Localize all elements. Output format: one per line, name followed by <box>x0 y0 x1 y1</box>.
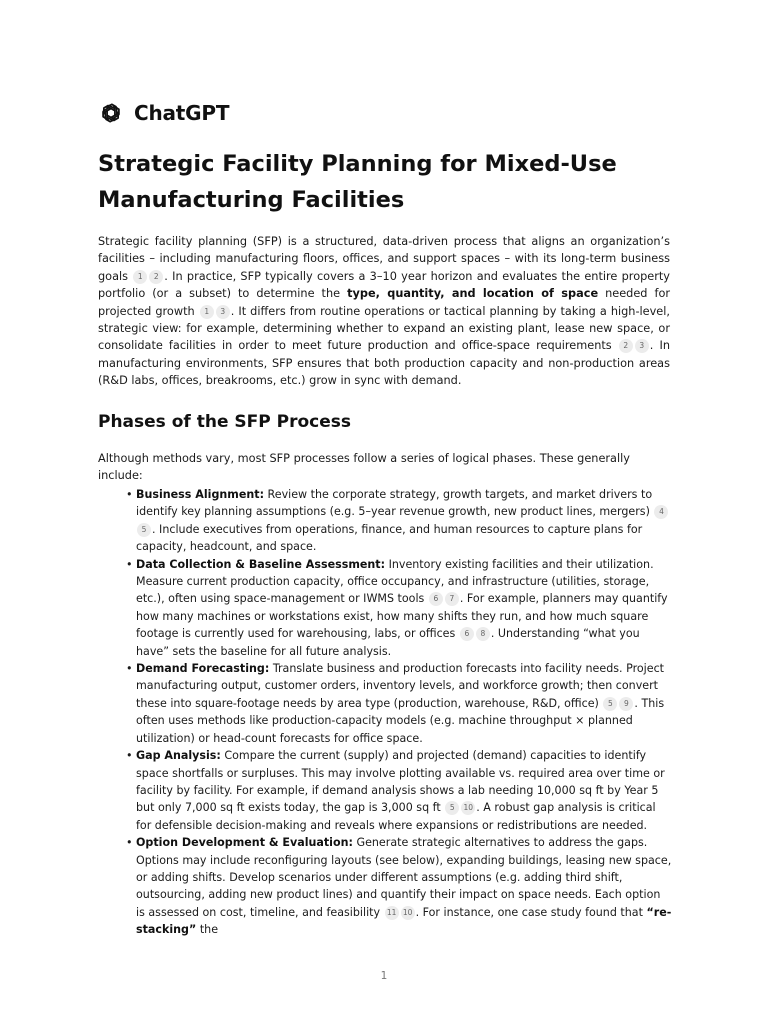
phase-text: . For instance, one case study found that <box>415 905 643 919</box>
citation-badge[interactable]: 2 <box>149 270 163 284</box>
list-item <box>126 747 672 834</box>
intro-text: . In practice, SFP typically covers a 3–10 year horizon and evaluates the entire property portfolio (or a subset) to determine the <box>98 269 670 301</box>
citation-badge[interactable]: 1 <box>200 305 214 319</box>
brand-header <box>98 100 229 126</box>
citation-badge[interactable]: 7 <box>445 592 459 606</box>
list-item <box>126 834 672 938</box>
citation-badge[interactable]: 6 <box>429 592 443 606</box>
intro-bold-text: type, quantity, and location of space <box>347 287 599 301</box>
intro-text: Strategic facility planning (SFP) is a structured, data-driven process that aligns an organization’s facilities – including manufacturing floors, offices, and support spaces – with its long-term business goals <box>98 235 670 283</box>
intro-text: . It differs from routine operations or tactical planning by taking a high-level, strategic view: for example, determining whether to expand an existing plant, lease new space, or consolidate facilities in order to meet future production and office-space requirements <box>98 304 670 353</box>
phase-text: Translate business and production forecasts into facility needs. Project manufacturing output, customer orders, inventory levels, and workforce growth; then convert these into square-footage needs by area type (production, warehouse, R&D, office) <box>136 662 665 710</box>
citation-badge[interactable]: 9 <box>619 697 633 711</box>
phase-text: . This often uses methods like production-capacity models (e.g. machine throughput × planned utilization) or head-count forecasts for office space. <box>136 696 665 745</box>
phase-text: Compare the current (supply) and projected (demand) capacities to identify space shortfalls or surpluses. This may involve plotting available vs. required area over time or facility by facility. For example, if demand analysis shows a lab needing 10,000 sq ft by Year 5 but only 7,000 sq ft exists today, the gap is 3,000 sq ft <box>136 749 665 815</box>
intro-text: needed for projected growth <box>98 287 670 318</box>
phase-label: Business Alignment: <box>136 488 265 501</box>
phase-label: Option Development & Evaluation: <box>136 836 353 850</box>
openai-logo-icon <box>98 100 124 126</box>
document-title: Strategic Facility Planning for Mixed-Use Manufacturing Facilities <box>98 151 617 213</box>
citation-badge[interactable]: 1 <box>133 270 147 284</box>
phase-text: Generate strategic alternatives to address the gaps. Options may include reconfiguring layouts (see below), expanding buildings, leasing new space, or adding shifts. Develop scenarios under different assumptions (e.g. adding third shift, outsourcing, adding new product lines) and quantify their impact on space needs. Each option is assessed on cost, timeline, and feasibility <box>136 836 672 919</box>
phase-text: . Include executives from operations, finance, and human resources to capture plans for capacity, headcount, and space. <box>136 522 643 554</box>
section-lead-paragraph: Although methods vary, most SFP processes follow a series of logical phases. These generally include: <box>98 452 630 483</box>
citation-badge[interactable]: 11 <box>385 906 399 920</box>
citation-badge[interactable]: 3 <box>635 339 649 353</box>
citation-badge[interactable]: 6 <box>460 627 474 641</box>
phase-text: Inventory existing facilities and their utilization. Measure current production capacity, office occupancy, and infrastructure (utilities, storage, etc.), often using space-management or IWMS tools <box>136 557 654 606</box>
citation-badge[interactable]: 5 <box>603 697 617 711</box>
citation-badge[interactable]: 10 <box>461 801 475 815</box>
phase-label: Data Collection & Baseline Assessment: <box>136 557 386 571</box>
phase-text: . A robust gap analysis is critical for defensible decision-making and reveals where expansions or redistributions are needed. <box>136 801 656 832</box>
citation-badge[interactable]: 5 <box>137 523 151 537</box>
phase-text: Review the corporate strategy, growth targets, and market drivers to identify key planning assumptions (e.g. 5–year revenue growth, new product lines, mergers) <box>136 488 653 519</box>
brand-name: ChatGPT <box>134 101 230 125</box>
phase-text: . For example, planners may quantify how many machines or workstations exist, how many shifts they run, and how much square footage is currently used for warehousing, labs, or offices <box>136 592 668 641</box>
phase-bold-text: “re-stacking” <box>136 905 672 937</box>
citation-badge[interactable]: 5 <box>445 801 459 815</box>
citation-badge[interactable]: 4 <box>654 505 668 519</box>
section-heading: Phases of the SFP Process <box>98 412 351 432</box>
citation-badge[interactable]: 3 <box>216 305 230 319</box>
list-item <box>126 486 672 556</box>
citation-badge[interactable]: 8 <box>476 627 490 641</box>
citation-badge[interactable]: 10 <box>401 906 415 920</box>
list-item <box>126 660 672 747</box>
page-number: 1 <box>380 970 388 982</box>
intro-paragraph <box>98 233 670 390</box>
citation-badge[interactable]: 2 <box>619 339 633 353</box>
phases-list <box>126 486 672 939</box>
intro-text: . In manufacturing environments, SFP ensures that both production capacity and non-production areas (R&D labs, offices, breakrooms, etc.) grow in sync with demand. <box>98 339 670 388</box>
phase-text: . Understanding “what you have” sets the baseline for all future analysis. <box>136 627 640 658</box>
phase-label: Gap Analysis: <box>136 749 221 763</box>
list-item <box>126 556 672 660</box>
phase-label: Demand Forecasting: <box>136 662 270 676</box>
phase-text: the <box>199 923 219 937</box>
